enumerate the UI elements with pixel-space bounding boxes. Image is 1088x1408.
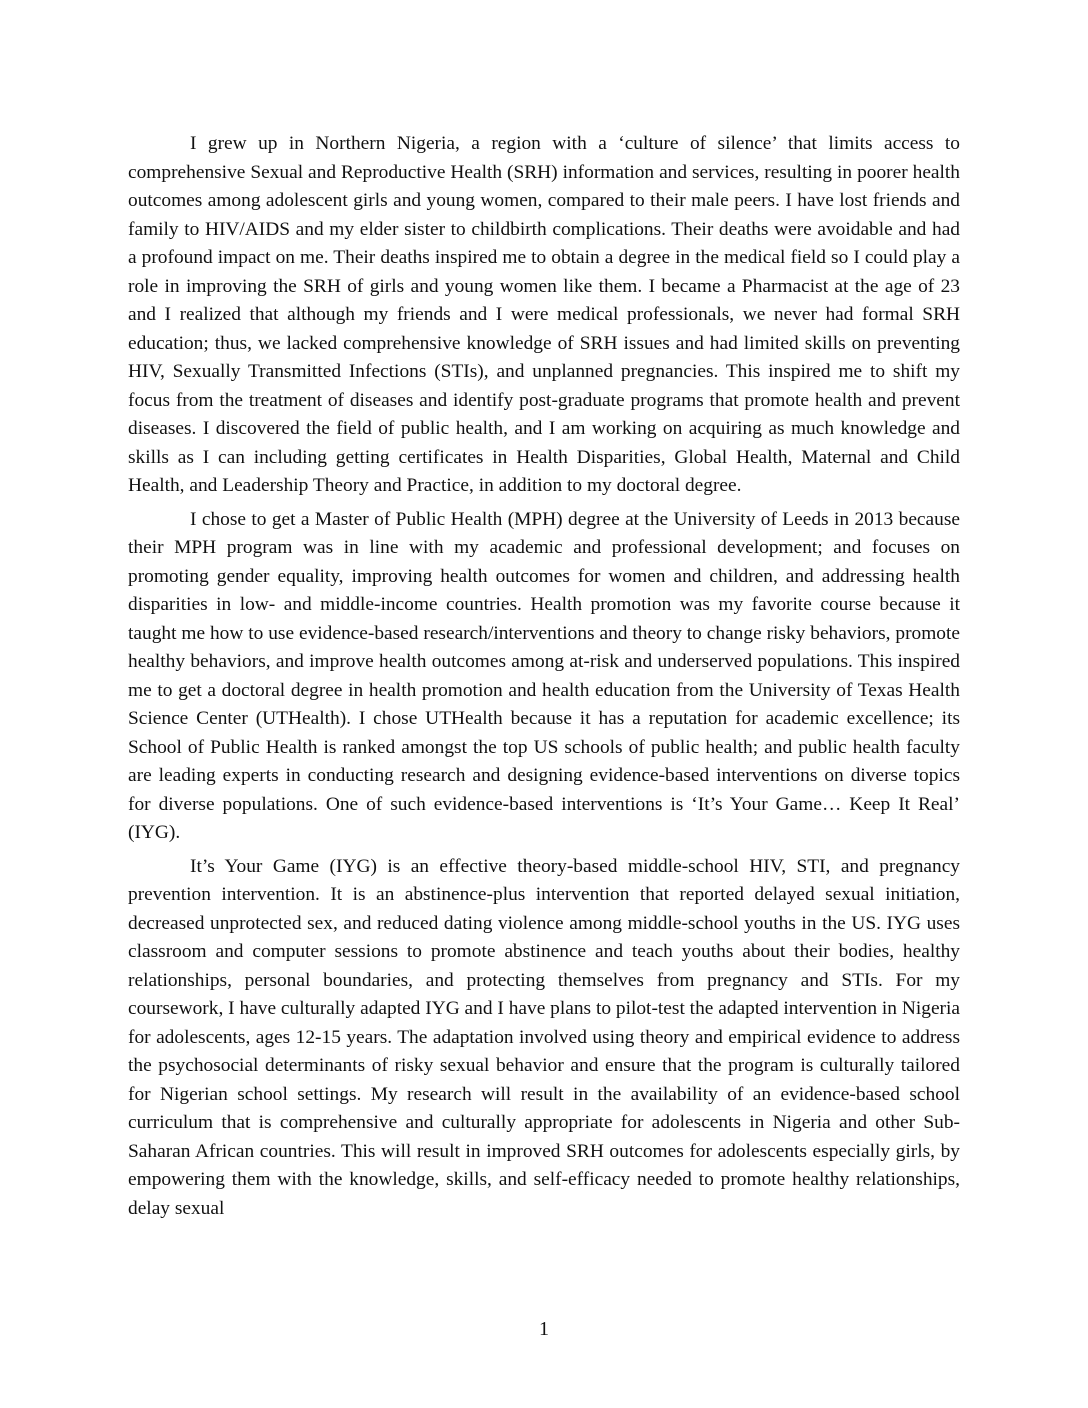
page-number: 1	[539, 1318, 549, 1340]
paragraph-2: I chose to get a Master of Public Health (MPH) degree at the University of Leeds in 2013 because their MPH program was in line with my academic and professional development; and focuses on promoting gender equality, improving health outcomes for women and children, and addressing health disparities in low- and middle-income countries. Health promotion was my favorite course because it taught me how to use evidence-based research/interventions and theory to change risky behaviors, promote healthy behaviors, and improve health outcomes among at-risk and underserved populations. This inspired me to get a doctoral degree in health promotion and health education from the University of Texas Health Science Center (UTHealth). I chose UTHealth because it has a reputation for academic excellence; its School of Public Health is ranked amongst the top US schools of public health; and public health faculty are leading experts in conducting research and designing evidence-based interventions on diverse topics for diverse populations. One of such evidence-based interventions is ‘It’s Your Game… Keep It Real’ (IYG).	[128, 508, 960, 843]
document-body	[128, 130, 960, 1228]
paragraph-3: It’s Your Game (IYG) is an effective theory-based middle-school HIV, STI, and pregnancy prevention intervention. It is an abstinence-plus intervention that reported delayed sexual initiation, decreased unprotected sex, and reduced dating violence among middle-school youths in the US. IYG uses classroom and computer sessions to promote abstinence and teach youths about their bodies, healthy relationships, personal boundaries, and protecting themselves from pregnancy and STIs. For my coursework, I have culturally adapted IYG and I have plans to pilot-test the adapted intervention in Nigeria for adolescents, ages 12-15 years. The adaptation involved using theory and empirical evidence to address the psychosocial determinants of risky sexual behavior and ensure that the program is culturally tailored for Nigerian school settings. My research will result in the availability of an evidence-based school curriculum that is comprehensive and culturally appropriate for adolescents in Nigeria and other Sub-Saharan African countries. This will result in improved SRH outcomes for adolescents especially girls, by empowering them with the knowledge, skills, and self-efficacy needed to promote healthy relationships, delay sexual	[128, 855, 960, 1219]
paragraph-1: I grew up in Northern Nigeria, a region with a ‘culture of silence’ that limits access to comprehensive Sexual and Reproductive Health (SRH) information and services, resulting in poorer health outcomes among adolescent girls and young women, compared to their male peers. I have lost friends and family to HIV/AIDS and my elder sister to childbirth complications. Their deaths were avoidable and had a profound impact on me. Their deaths inspired me to obtain a degree in the medical field so I could play a role in improving the SRH of girls and young women like them. I became a Pharmacist at the age of 23 and I realized that although my friends and I were medical professionals, we never had formal SRH education; thus, we lacked comprehensive knowledge of SRH issues and had limited skills on preventing HIV, Sexually Transmitted Infections (STIs), and unplanned pregnancies. This inspired me to shift my focus from the treatment of diseases and identify post-graduate programs that promote health and prevent diseases. I discovered the field of public health, and I am working on acquiring as much knowledge and skills as I can including getting certificates in Health Disparities, Global Health, Maternal and Child Health, and Leadership Theory and Practice, in addition to my doctoral degree.	[128, 133, 960, 496]
